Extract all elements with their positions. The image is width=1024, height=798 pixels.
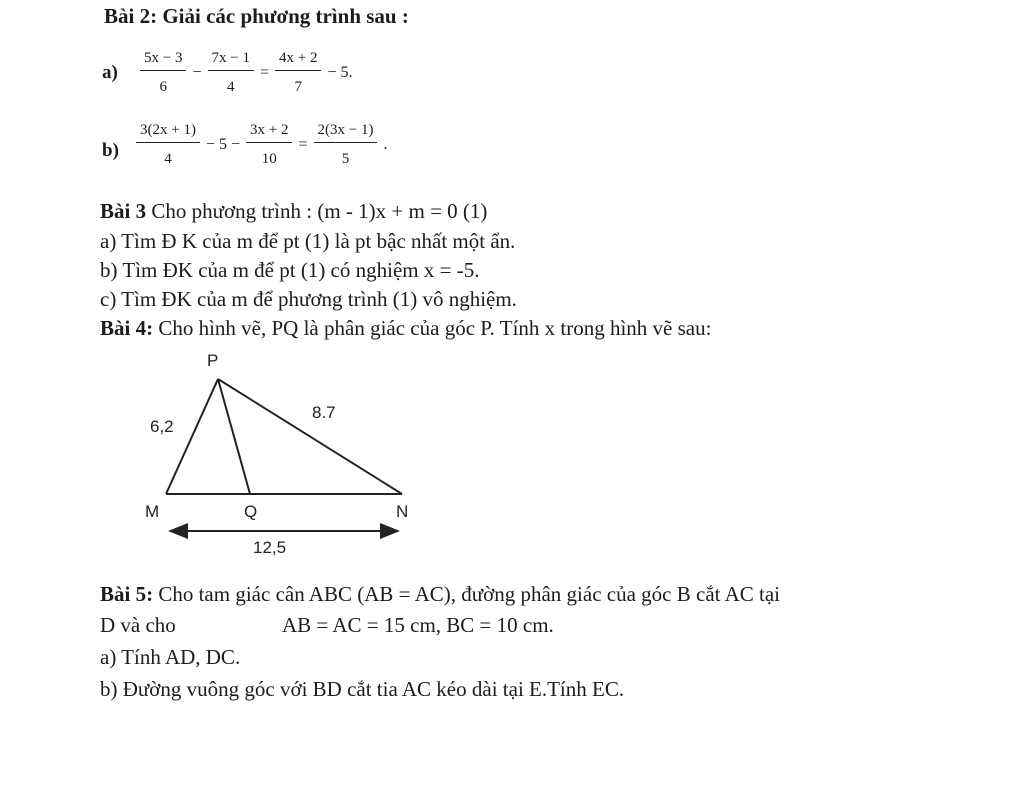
bai3-b: b) Tìm ĐK của m để pt (1) có nghiệm x = -5. (100, 258, 480, 282)
label-n: N (396, 502, 409, 521)
bai5-title: Bài 5: (100, 582, 154, 606)
numerator: 7x − 1 (208, 50, 254, 71)
label-pn-length: 8.7 (312, 403, 336, 422)
eq-b-label: b) (102, 140, 119, 161)
operator: = (259, 64, 269, 81)
numerator: 3(2x + 1) (136, 122, 200, 143)
bai5-a: a) Tính AD, DC. (100, 645, 241, 669)
denominator: 4 (226, 79, 235, 95)
numerator: 5x − 3 (140, 50, 186, 71)
eq-a-label: a) (102, 62, 118, 83)
label-q: Q (244, 502, 258, 521)
numerator: 2(3x − 1) (314, 122, 378, 143)
bai2-heading: Bài 2: Giải các phương trình sau : (104, 4, 409, 28)
denominator: 10 (261, 151, 277, 167)
label-pm-length: 6,2 (150, 417, 174, 436)
label-p: P (207, 351, 219, 370)
denominator: 5 (341, 151, 350, 167)
bai3-title: Bài 3 (100, 199, 147, 223)
bai4-text: Cho hình vẽ, PQ là phân giác của góc P. Tính x trong hình vẽ sau: (153, 316, 712, 340)
numerator: 3x + 2 (246, 122, 292, 143)
operator: . (383, 136, 388, 153)
side-pm (166, 379, 218, 494)
bai5-b: b) Đường vuông góc với BD cắt tia AC kéo dài tại E.Tính EC. (100, 677, 625, 701)
label-mn-length: 12,5 (253, 538, 287, 557)
bai5-line2b: AB = AC = 15 cm, BC = 10 cm. (282, 613, 554, 637)
operator: − (192, 64, 202, 81)
bai5-text: Cho tam giác cân ABC (AB = AC), đường phân giác của góc B cắt AC tại (153, 582, 780, 606)
denominator: 4 (164, 151, 172, 167)
numerator: 4x + 2 (275, 50, 321, 71)
denominator: 6 (159, 79, 167, 95)
bai3-a: a) Tìm Đ K của m để pt (1) là pt bậc nhất một ẩn. (100, 229, 516, 253)
label-m: M (145, 502, 160, 521)
bai4-title: Bài 4: (100, 316, 154, 340)
bai5-line1 (100, 582, 780, 607)
bai3-text: Cho phương trình : (m - 1)x + m = 0 (1) (146, 199, 488, 223)
bai3-c: c) Tìm ĐK của m để phương trình (1) vô nghiệm. (100, 287, 517, 311)
denominator: 7 (294, 79, 302, 95)
bai5-line2a: D và cho (100, 613, 176, 637)
operator: = (298, 136, 308, 153)
operator: − 5. (327, 64, 353, 81)
operator: − 5 − (205, 136, 240, 153)
